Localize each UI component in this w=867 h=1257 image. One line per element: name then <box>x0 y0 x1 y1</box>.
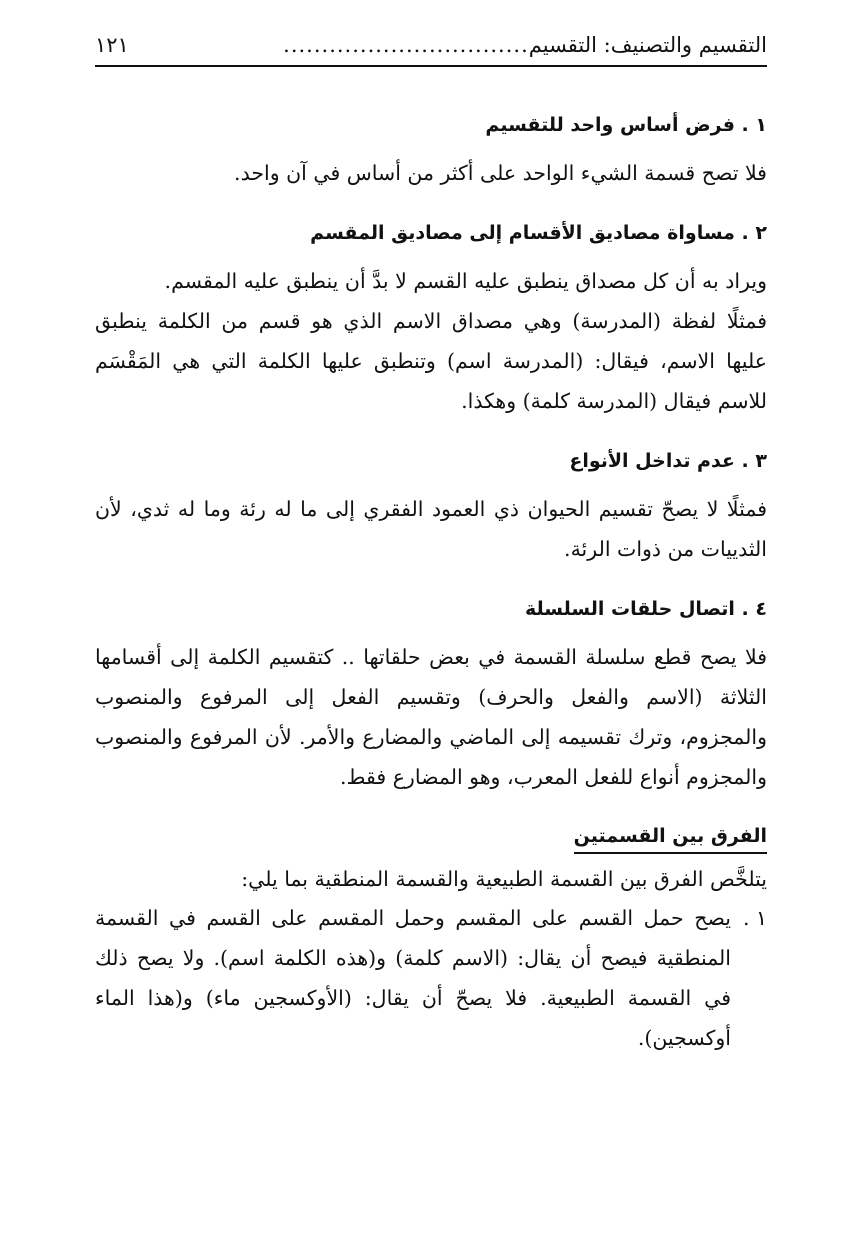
difference-title: الفرق بين القسمتين <box>574 821 767 854</box>
item-number: ١ . <box>742 906 767 930</box>
section-paragraph: فمثلًا لفظة (المدرسة) وهي مصداق الاسم الذي هو قسم من الكلمة ينطبق عليها الاسم، فيقال: (المدرسة اسم) وتنطبق عليها الكلمة التي هي المَقْسَم للاسم فيقال (المدرسة كلمة) وهكذا. <box>95 309 767 413</box>
section-paragraph: فلا يصح قطع سلسلة القسمة في بعض حلقاتها .. كتقسيم الكلمة إلى أقسامها الثلاثة (الاسم والفعل والحرف) وتقسيم الفعل إلى المرفوع والمنصوب والمجزوم، وترك تقسيمه إلى الماضي والمضارع والأمر. لأن المرفوع والمنصوب والمجزوم أنواع للفعل المعرب، وهو المضارع فقط. <box>95 645 767 789</box>
section-equal-instances <box>95 219 767 421</box>
section-single-basis <box>95 111 767 193</box>
page-number: ١٢١ <box>95 33 129 57</box>
section-paragraph: فلا تصح قسمة الشيء الواحد على أكثر من أساس في آن واحد. <box>234 161 767 185</box>
difference-intro: يتلخَّص الفرق بين القسمة الطبيعية والقسمة المنطقية بما يلي: <box>241 867 767 891</box>
section-chain-continuity <box>95 595 767 797</box>
page-body <box>95 67 767 1058</box>
section-heading: ٤ . اتصال حلقات السلسلة <box>525 598 767 620</box>
section-paragraph: فمثلًا لا يصحّ تقسيم الحيوان ذي العمود الفقري إلى ما له رئة وما له ثدي، لأن الثدييات من ذوات الرئة. <box>95 497 767 561</box>
section-heading: ٢ . مساواة مصاديق الأقسام إلى مصاديق المقسم <box>310 222 767 244</box>
difference-item <box>95 898 767 1058</box>
section-paragraph: ويراد به أن كل مصداق ينطبق عليه القسم لا بدَّ أن ينطبق عليه المقسم. <box>164 269 767 293</box>
book-page <box>95 28 767 1084</box>
item-text: يصح حمل القسم على المقسم وحمل المقسم على القسم في القسمة المنطقية فيصح أن يقال: (الاسم كلمة) و(هذه الكلمة اسم). ولا يصح ذلك في القسمة الطبيعية. فلا يصحّ أن يقال: (الأوكسجين ماء) و(هذا الماء أوكسجين). <box>95 906 731 1050</box>
section-heading: ١ . فرض أساس واحد للتقسيم <box>485 114 767 136</box>
section-difference <box>95 821 767 1058</box>
running-title-group <box>283 28 767 62</box>
running-header <box>95 28 767 67</box>
running-title: التقسيم والتصنيف: التقسيم <box>528 33 767 57</box>
dot-leader: ................................ <box>283 33 529 57</box>
section-no-overlap <box>95 447 767 569</box>
section-heading: ٣ . عدم تداخل الأنواع <box>569 450 767 472</box>
